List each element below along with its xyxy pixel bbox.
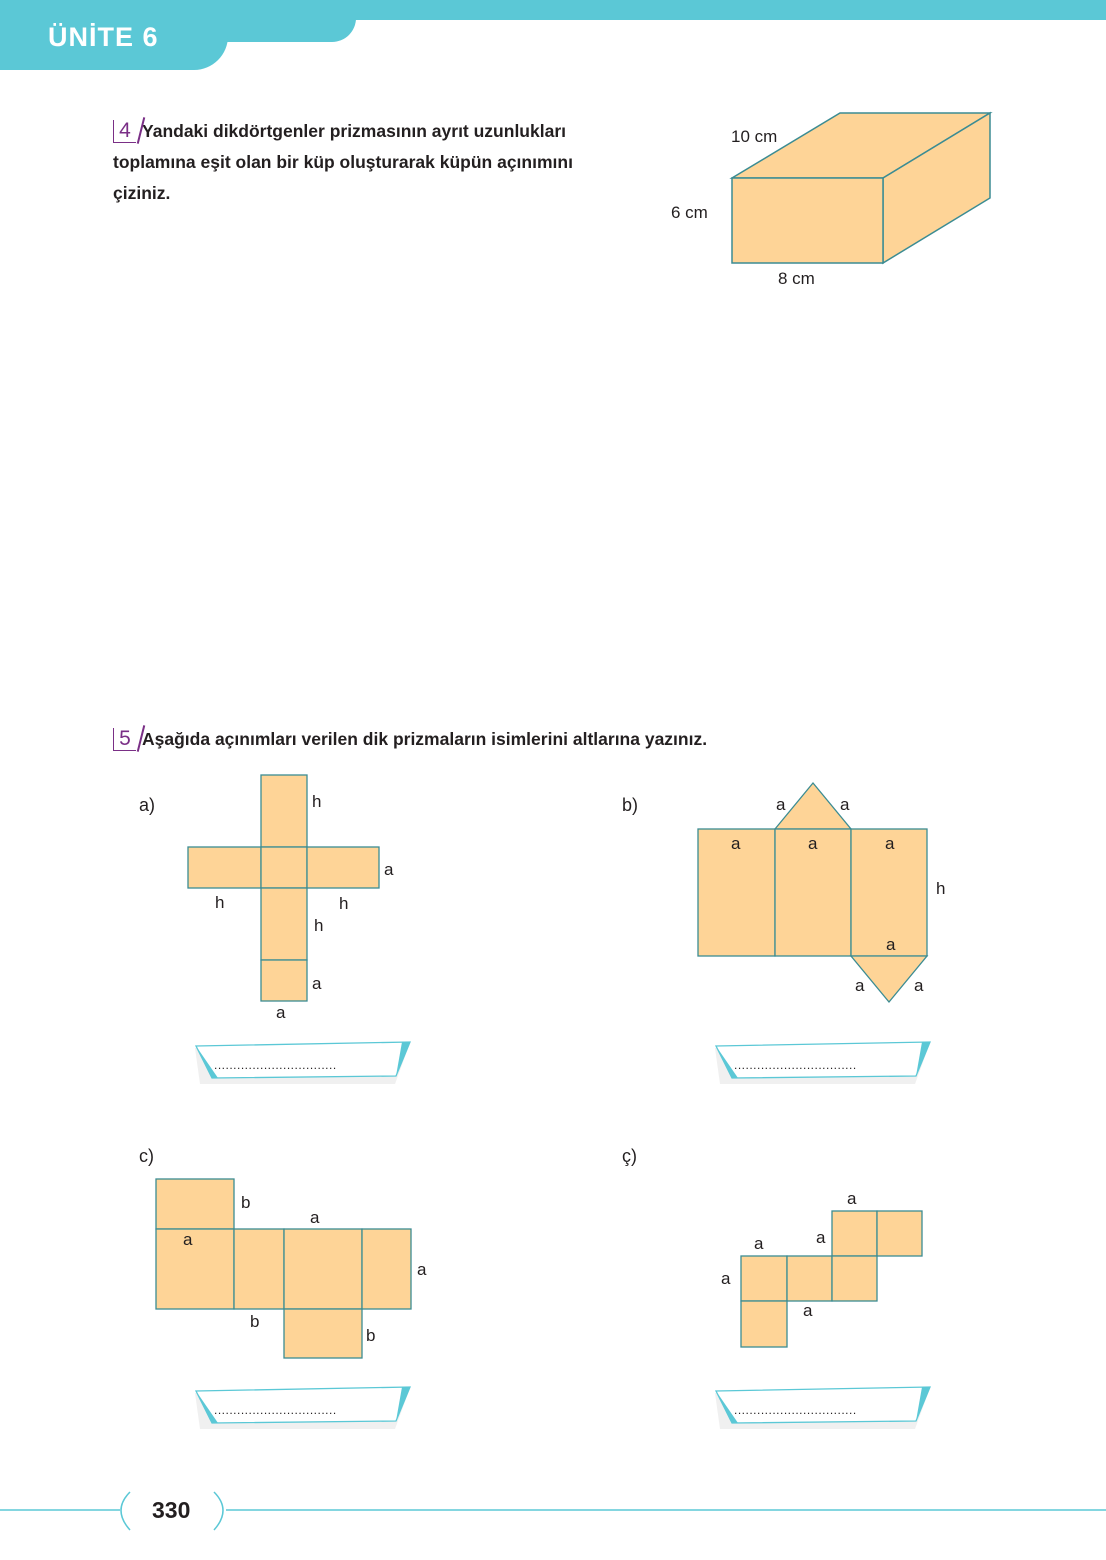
net-b-dim-a4: a bbox=[808, 834, 818, 853]
question-number-4: 4 bbox=[113, 120, 136, 143]
net-a-dim-h3: h bbox=[339, 894, 349, 913]
net-d-dim-a2: a bbox=[816, 1228, 826, 1247]
answer-blank-b: ................................ bbox=[734, 1058, 857, 1072]
question-4-line-2: toplamına eşit olan bir küp oluşturarak küpün açınımını bbox=[113, 152, 573, 172]
net-c-dim-a3: a bbox=[417, 1260, 427, 1279]
question-4-line-1: Yandaki dikdörtgenler prizmasının ayrıt uzunlukları bbox=[142, 121, 566, 141]
net-c-dim-b3: b bbox=[366, 1326, 376, 1345]
answer-blank-d: ................................ bbox=[734, 1403, 857, 1417]
net-d-dim-a3: a bbox=[754, 1234, 764, 1253]
answer-box-a[interactable] bbox=[190, 1038, 418, 1092]
question-4-line-3: çiziniz. bbox=[113, 183, 171, 203]
answer-blank-c: ................................ bbox=[214, 1403, 337, 1417]
question-number-5: 5 bbox=[113, 728, 136, 751]
net-b-dim-a6: a bbox=[886, 935, 896, 954]
net-a-square-prism bbox=[180, 770, 390, 1010]
prism-depth-label: 10 cm bbox=[731, 127, 778, 146]
net-b-dim-a7: a bbox=[855, 976, 865, 995]
part-d-label: ç) bbox=[622, 1146, 637, 1166]
question-5 bbox=[113, 724, 1013, 755]
net-a-dim-a2: a bbox=[312, 974, 322, 993]
net-c-dim-b1: b bbox=[241, 1193, 251, 1212]
page-number: 330 bbox=[152, 1497, 191, 1523]
net-c-dim-a1: a bbox=[310, 1208, 320, 1227]
net-d-dim-a4: a bbox=[721, 1269, 731, 1288]
net-b-dim-a8: a bbox=[914, 976, 924, 995]
net-b-triangular-prism bbox=[690, 775, 940, 1010]
answer-blank-a: ................................ bbox=[214, 1058, 337, 1072]
net-c-rectangular-prism bbox=[150, 1174, 420, 1364]
net-a-dim-h4: h bbox=[314, 916, 324, 935]
net-d-dim-a1: a bbox=[847, 1189, 857, 1208]
net-a-dim-a3: a bbox=[276, 1003, 286, 1022]
net-a-dim-a1: a bbox=[384, 860, 394, 879]
question-5-text: Aşağıda açınımları verilen dik prizmaların isimlerini altlarına yazınız. bbox=[142, 729, 708, 749]
part-a-label: a) bbox=[139, 795, 156, 815]
net-b-dim-a3: a bbox=[731, 834, 741, 853]
net-b-dim-h: h bbox=[936, 879, 946, 898]
question-4 bbox=[113, 116, 653, 209]
net-b-dim-a1: a bbox=[776, 795, 786, 814]
part-c-label: c) bbox=[139, 1146, 154, 1166]
net-b-dim-a5: a bbox=[885, 834, 895, 853]
net-d-cube bbox=[735, 1205, 930, 1355]
net-c-dim-b2: b bbox=[250, 1312, 260, 1331]
prism-height-label: 6 cm bbox=[671, 203, 708, 222]
answer-box-b[interactable] bbox=[710, 1038, 938, 1092]
prism-width-label: 8 cm bbox=[778, 269, 815, 288]
net-c-dim-a2: a bbox=[183, 1230, 193, 1249]
net-a-dim-h2: h bbox=[215, 893, 225, 912]
part-b-label: b) bbox=[622, 795, 639, 815]
unit-title: ÜNİTE 6 bbox=[48, 22, 159, 52]
answer-box-c[interactable] bbox=[190, 1383, 418, 1437]
net-a-dim-h1: h bbox=[312, 792, 322, 811]
answer-box-d[interactable] bbox=[710, 1383, 938, 1437]
net-d-dim-a5: a bbox=[803, 1301, 813, 1320]
net-b-dim-a2: a bbox=[840, 795, 850, 814]
